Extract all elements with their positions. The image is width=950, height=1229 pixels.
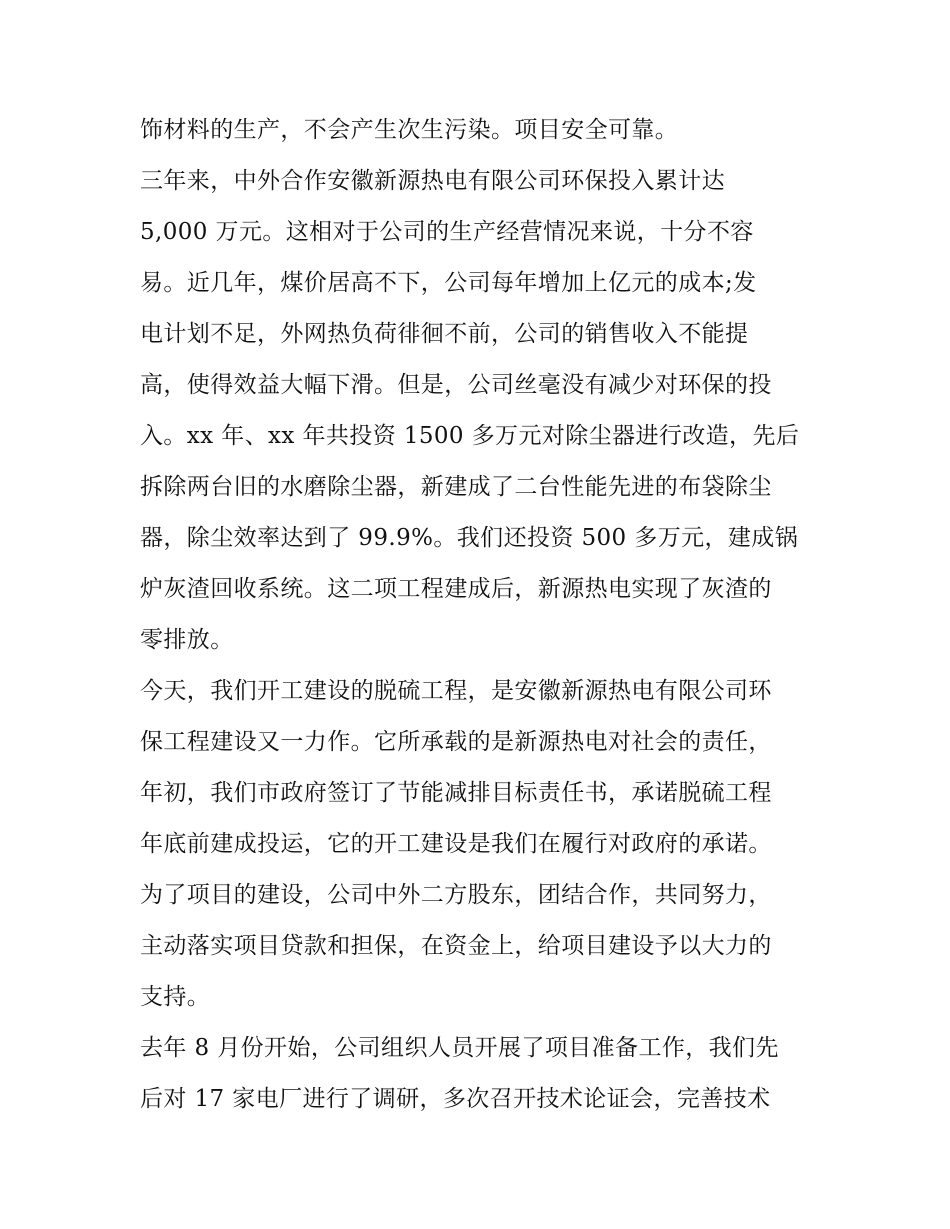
text-line: 电计划不足，外网热负荷徘徊不前，公司的销售收入不能提 <box>140 321 749 347</box>
text-line: 三年来，中外合作安徽新源热电有限公司环保投入累计达 <box>140 168 725 194</box>
text-line: 年初，我们市政府签订了节能减排目标责任书，承诺脱硫工程 <box>140 780 772 806</box>
body-text <box>140 105 830 1125</box>
text-line: 为了项目的建设，公司中外二方股东，团结合作，共同努力， <box>140 882 772 908</box>
text-line: 拆除两台旧的水磨除尘器，新建成了二台性能先进的布袋除尘 <box>140 474 772 500</box>
text-line: 今天，我们开工建设的脱硫工程，是安徽新源热电有限公司环 <box>140 678 772 704</box>
text-line: 高，使得效益大幅下滑。但是，公司丝毫没有减少对环保的投 <box>140 372 772 398</box>
text-line: 保工程建设又一力作。它所承载的是新源热电对社会的责任， <box>140 729 772 755</box>
text-line: 后对 17 家电厂进行了调研，多次召开技术论证会，完善技术 <box>140 1086 771 1112</box>
text-line: 易。近几年，煤价居高不下，公司每年增加上亿元的成本;发 <box>140 270 757 296</box>
text-line: 去年 8 月份开始，公司组织人员开展了项目准备工作，我们先 <box>140 1035 779 1061</box>
text-line: 入。xx 年、xx 年共投资 1500 多万元对除尘器进行改造，先后 <box>140 423 800 449</box>
text-line: 支持。 <box>140 984 211 1010</box>
text-line: 5,000 万元。这相对于公司的生产经营情况来说，十分不容 <box>140 219 754 245</box>
text-line: 器，除尘效率达到了 99.9%。我们还投资 500 多万元，建成锅 <box>140 525 799 551</box>
text-line: 炉灰渣回收系统。这二项工程建成后，新源热电实现了灰渣的 <box>140 576 772 602</box>
text-line: 饰材料的生产，不会产生次生污染。项目安全可靠。 <box>140 117 679 143</box>
text-line: 年底前建成投运，它的开工建设是我们在履行对政府的承诺。 <box>140 831 772 857</box>
text-line: 零排放。 <box>140 627 234 653</box>
text-line: 主动落实项目贷款和担保，在资金上，给项目建设予以大力的 <box>140 933 772 959</box>
